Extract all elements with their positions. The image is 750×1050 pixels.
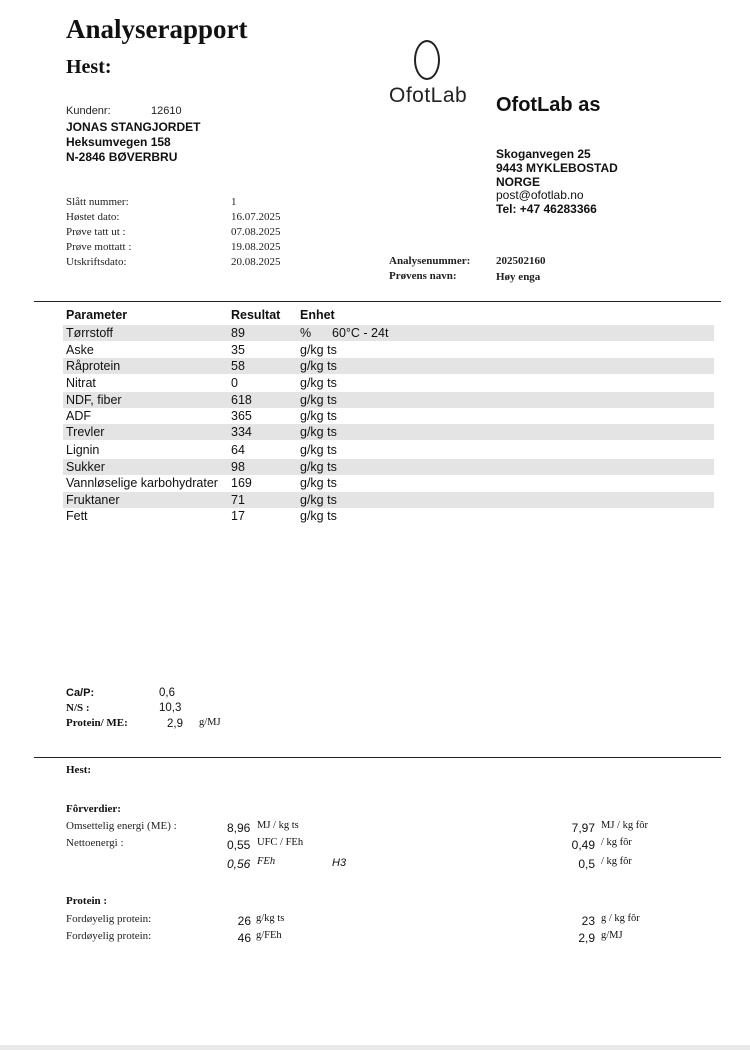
row-unit: g/kg ts xyxy=(300,359,337,373)
feed-value-2: 0,5 xyxy=(578,857,595,871)
row-param: Råprotein xyxy=(66,359,121,373)
feed-label: Nettoenergi : xyxy=(66,837,124,849)
protein-label: Fordøyelig protein: xyxy=(66,930,152,942)
sample-info-label: Utskriftsdato: xyxy=(66,256,127,268)
table-row xyxy=(63,392,714,408)
sample-info-value: 20.08.2025 xyxy=(231,256,281,268)
customer-number: 12610 xyxy=(151,105,182,117)
row-value: 169 xyxy=(231,476,252,490)
row-unit: g/kg ts xyxy=(300,443,337,457)
sample-info-value: 19.08.2025 xyxy=(231,241,281,253)
analysis-number: 202502160 xyxy=(496,255,546,267)
lab-name: OfotLab as xyxy=(496,94,601,116)
row-unit: g/kg ts xyxy=(300,343,337,357)
divider xyxy=(34,301,721,302)
protein-value: 26 xyxy=(237,914,251,928)
report-title: Analyserapport xyxy=(66,14,248,44)
row-unit: % xyxy=(300,326,312,340)
row-param: Fruktaner xyxy=(66,493,120,507)
lab-address1: Skoganvegen 25 xyxy=(496,147,591,161)
table-row xyxy=(63,342,714,358)
row-unit: g/kg ts xyxy=(300,509,337,523)
row-param: Aske xyxy=(66,343,94,357)
report-subtitle: Hest: xyxy=(66,56,112,78)
feed-unit-2: MJ / kg fôr xyxy=(601,820,648,831)
protein-unit: g/FEh xyxy=(256,930,282,941)
header-result: Resultat xyxy=(231,308,281,322)
divider xyxy=(34,757,721,758)
row-param: Lignin xyxy=(66,443,100,457)
table-row xyxy=(63,442,714,458)
feed-unit: FEh xyxy=(257,856,276,867)
sample-info-label: Prøve tatt ut : xyxy=(66,226,126,238)
feed-value: 8,96 xyxy=(227,821,251,835)
table-row xyxy=(63,508,714,524)
ratio-label: Ca/P: xyxy=(66,687,95,699)
lab-phone: Tel: +47 46283366 xyxy=(496,202,597,216)
row-param: Fett xyxy=(66,509,88,523)
row-param: Tørrstoff xyxy=(66,326,113,340)
sample-name-label: Prøvens navn: xyxy=(389,270,457,282)
customer-street: Heksumvegen 158 xyxy=(66,135,171,149)
row-param: Trevler xyxy=(66,425,105,439)
row-param: Vannløselige karbohydrater xyxy=(66,476,218,490)
row-unit: g/kg ts xyxy=(300,493,337,507)
protein-unit-2: g / kg fôr xyxy=(601,913,640,924)
protein-value: 46 xyxy=(237,931,251,945)
feed-unit-2: / kg fôr xyxy=(601,837,632,848)
table-row xyxy=(63,475,714,491)
row-param: ADF xyxy=(66,409,91,423)
sample-info-label: Prøve mottatt : xyxy=(66,241,132,253)
protein-value-2: 2,9 xyxy=(578,931,595,945)
row-value: 98 xyxy=(231,460,245,474)
lab-address2: 9443 MYKLEBOSTAD xyxy=(496,161,618,175)
logo-text: OfotLab xyxy=(389,84,468,107)
row-value: 17 xyxy=(231,509,245,523)
table-row xyxy=(63,408,714,424)
row-value: 0 xyxy=(231,376,238,390)
row-value: 64 xyxy=(231,443,245,457)
protein-unit: g/kg ts xyxy=(256,913,285,924)
ratio-label: Protein/ ME: xyxy=(66,717,128,729)
header-parameter: Parameter xyxy=(66,308,128,322)
row-param: NDF, fiber xyxy=(66,393,122,407)
sample-name: Høy enga xyxy=(496,271,541,283)
row-value: 35 xyxy=(231,343,245,357)
ratio-value: 0,6 xyxy=(159,687,175,699)
table-row xyxy=(63,325,714,341)
row-value: 71 xyxy=(231,493,245,507)
row-value: 365 xyxy=(231,409,252,423)
row-value: 89 xyxy=(231,326,245,340)
customer-number-label: Kundenr: xyxy=(66,105,111,117)
sample-info-value: 16.07.2025 xyxy=(231,211,281,223)
protein-label: Fordøyelig protein: xyxy=(66,913,152,925)
row-note: 60°C - 24t xyxy=(332,326,389,340)
table-row xyxy=(63,358,714,374)
feed-note: H3 xyxy=(332,857,347,869)
ofotlab-logo-icon xyxy=(414,40,440,80)
protein-value-2: 23 xyxy=(581,914,595,928)
ratio-label: N/S : xyxy=(66,702,90,714)
lab-country: NORGE xyxy=(496,175,541,189)
protein-unit-2: g/MJ xyxy=(601,930,623,941)
sample-info-label: Høstet dato: xyxy=(66,211,120,223)
row-value: 618 xyxy=(231,393,252,407)
feed-values-title: Fôrverdier: xyxy=(66,803,121,815)
row-unit: g/kg ts xyxy=(300,476,337,490)
feed-value: 0,56 xyxy=(227,857,251,871)
header-unit: Enhet xyxy=(300,308,335,322)
table-row xyxy=(63,424,714,440)
lab-email: post@ofotlab.no xyxy=(496,188,584,202)
feed-value: 0,55 xyxy=(227,838,251,852)
feed-unit: UFC / FEh xyxy=(257,837,304,848)
row-param: Sukker xyxy=(66,460,105,474)
row-value: 58 xyxy=(231,359,245,373)
row-param: Nitrat xyxy=(66,376,96,390)
row-unit: g/kg ts xyxy=(300,409,337,423)
ratio-value: 2,9 xyxy=(167,718,183,730)
customer-city: N-2846 BØVERBRU xyxy=(66,150,178,164)
table-row xyxy=(63,492,714,508)
feed-label: Omsettelig energi (ME) : xyxy=(66,820,177,832)
section2-title: Hest: xyxy=(66,764,92,776)
feed-unit: MJ / kg ts xyxy=(257,820,299,831)
row-unit: g/kg ts xyxy=(300,376,337,390)
feed-value-2: 0,49 xyxy=(571,838,595,852)
sample-info-value: 1 xyxy=(231,196,237,208)
row-unit: g/kg ts xyxy=(300,425,337,439)
table-row xyxy=(63,375,714,391)
protein-title: Protein : xyxy=(66,895,108,907)
row-unit: g/kg ts xyxy=(300,393,337,407)
table-row xyxy=(63,459,714,475)
ratio-unit: g/MJ xyxy=(199,717,221,728)
sample-info-label: Slått nummer: xyxy=(66,196,129,208)
row-value: 334 xyxy=(231,425,252,439)
analysis-number-label: Analysenummer: xyxy=(389,255,471,267)
sample-info-value: 07.08.2025 xyxy=(231,226,281,238)
feed-value-2: 7,97 xyxy=(571,821,595,835)
customer-name: JONAS STANGJORDET xyxy=(66,120,201,134)
row-unit: g/kg ts xyxy=(300,460,337,474)
feed-unit-2: / kg fôr xyxy=(601,856,632,867)
ratio-value: 10,3 xyxy=(159,702,182,714)
